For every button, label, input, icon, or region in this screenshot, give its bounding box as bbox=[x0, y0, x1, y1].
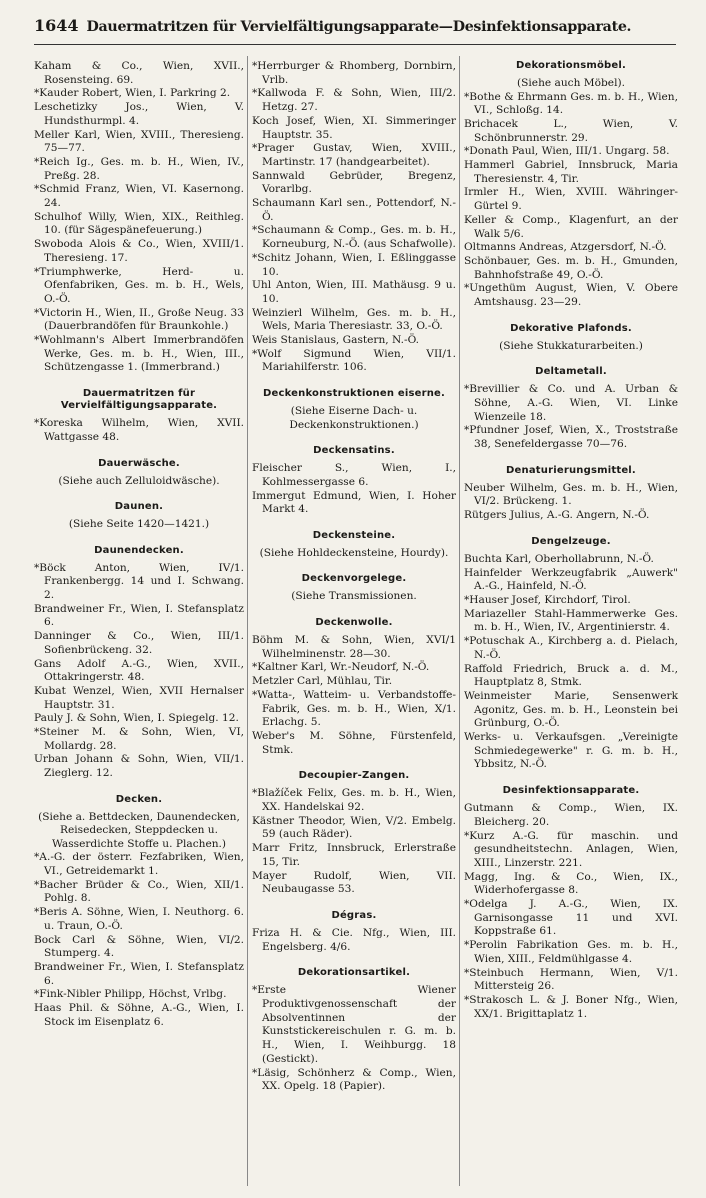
column-divider bbox=[459, 56, 460, 1186]
section-heading: Deckenvorgelege. bbox=[301, 573, 407, 585]
section-heading: Deckenkonstruktionen eiserne. bbox=[262, 388, 446, 400]
directory-entry: *Schitz Johann, Wien, I. Eßlinggasse 10. bbox=[252, 251, 456, 278]
page-number: 1644 bbox=[34, 16, 79, 35]
directory-entry: Werks- u. Verkaufsgen. „Vereinigte Schmiedegewerke" r. G. m. b. H., Ybbsitz, N.-Ö. bbox=[464, 731, 678, 771]
cross-reference-note: (Siehe Eiserne Dach- u. Deckenkonstruktionen.) bbox=[289, 405, 419, 431]
directory-entry: Immergut Edmund, Wien, I. Hoher Markt 4. bbox=[252, 489, 456, 516]
directory-entry: Mariazeller Stahl-Hammerwerke Ges. m. b. H., Wien, IV., Argentinierstr. 4. bbox=[464, 607, 678, 634]
directory-entry: Gutmann & Comp., Wien, IX. Bleicherg. 20. bbox=[464, 802, 678, 828]
directory-entry: Leschetizky Jos., Wien, V. Hundsthurmpl. 4. bbox=[34, 101, 244, 127]
directory-entry: Fleischer S., Wien, I., Kohlmessergasse 6. bbox=[252, 462, 456, 488]
directory-entry: *Bacher Brüder & Co., Wien, XII/1. Pohlg. 8. bbox=[34, 878, 244, 905]
column-3 bbox=[464, 60, 678, 1021]
section-heading: Dauermatritzen für Vervielfältigungsapparate. bbox=[60, 388, 218, 412]
section-heading: Dégras. bbox=[331, 909, 377, 921]
cross-reference-note: (Siehe Seite 1420—1421.) bbox=[68, 518, 210, 531]
directory-entry: Neuber Wilhelm, Ges. m. b. H., Wien, VI/2. Brückeng. 1. bbox=[464, 481, 678, 508]
section-heading: Dekorationsartikel. bbox=[297, 967, 411, 979]
running-title: Dauermatritzen für Vervielfältigungsapparate—Desinfektionsapparate. bbox=[86, 19, 632, 35]
directory-entry: *Wohlmann's Albert Immerbrandöfen Werke, Ges. m. b. H., Wien, III., Schützengasse 1. (Immerbrand.) bbox=[34, 334, 244, 374]
section-heading: Decoupier-Zangen. bbox=[298, 770, 410, 782]
cross-reference-note: (Siehe auch Zelluloidwäsche). bbox=[58, 474, 220, 487]
directory-entry: *Brevillier & Co. und A. Urban & Söhne, A.-G. Wien, VI. Linke Wienzeile 18. bbox=[464, 383, 678, 423]
directory-entry: *Koreska Wilhelm, Wien, XVII. Wattgasse 48. bbox=[34, 417, 244, 443]
directory-entry: Schulhof Willy, Wien, XIX., Reithleg. 10. (für Sägespänefeuerung.) bbox=[34, 210, 244, 237]
directory-entry: Raffold Friedrich, Bruck a. d. M., Hauptplatz 8, Stmk. bbox=[464, 662, 678, 689]
directory-entry: Metzler Carl, Mühlau, Tir. bbox=[252, 675, 393, 688]
directory-entry: Bock Carl & Söhne, Wien, VI/2. Stumperg. 4. bbox=[34, 933, 244, 960]
directory-entry: Keller & Comp., Klagenfurt, an der Walk 5/6. bbox=[464, 213, 678, 240]
directory-entry: *Böck Anton, Wien, IV/1. Frankenbergg. 14 und I. Schwang. 2. bbox=[34, 561, 244, 601]
directory-entry: *A.-G. der österr. Fezfabriken, Wien, VI., Getreidemarkt 1. bbox=[34, 851, 244, 878]
directory-entry: Urban Johann & Sohn, Wien, VII/1. Zieglerg. 12. bbox=[34, 753, 244, 780]
directory-entry: Hammerl Gabriel, Innsbruck, Maria Theresienstr. 4, Tir. bbox=[464, 159, 678, 185]
column-divider bbox=[247, 56, 248, 1186]
section-heading: Dekorationsmöbel. bbox=[515, 60, 627, 71]
directory-entry: *Pfundner Josef, Wien, X., Troststraße 38, Senefeldergasse 70—76. bbox=[464, 424, 678, 451]
directory-entry: Swoboda Alois & Co., Wien, XVIII/1. Theresieng. 17. bbox=[34, 238, 244, 264]
directory-entry: *Beris A. Söhne, Wien, I. Neuthorg. 6. u. Traun, O.-Ö. bbox=[34, 906, 244, 932]
section-heading: Deckenwolle. bbox=[315, 616, 393, 628]
directory-entry: Magg, Ing. & Co., Wien, IX., Widerhofergasse 8. bbox=[464, 870, 678, 897]
directory-entry: Kaham & Co., Wien, XVII., Rosensteing. 69. bbox=[34, 60, 244, 86]
directory-entry: Marr Fritz, Innsbruck, Erlerstraße 15, Tir. bbox=[252, 842, 456, 868]
section-heading: Decken. bbox=[115, 793, 163, 805]
directory-entry: *Blažíček Felix, Ges. m. b. H., Wien, XX. Handelskai 92. bbox=[252, 787, 456, 814]
directory-entry: Meller Karl, Wien, XVIII., Theresieng. 75—77. bbox=[34, 128, 244, 155]
section-heading: Dauerwäsche. bbox=[98, 457, 180, 469]
section-heading: Denaturierungsmittel. bbox=[506, 464, 636, 476]
section-heading: Deckensteine. bbox=[312, 529, 396, 541]
directory-entry: *Strakosch L. & J. Boner Nfg., Wien, XX/1. Brigittaplatz 1. bbox=[464, 993, 678, 1020]
directory-entry: Brichacek L., Wien, V. Schönbrunnerstr. 29. bbox=[464, 117, 678, 144]
directory-entry: *Potuschak A., Kirchberg a. d. Pielach, N.-Ö. bbox=[464, 635, 678, 661]
directory-entry: *Kurz A.-G. für maschin. und gesundheitstechn. Anlagen, Wien, XIII., Linzerstr. 221. bbox=[464, 829, 678, 869]
directory-entry: Schaumann Karl sen., Pottendorf, N.-Ö. bbox=[252, 197, 456, 223]
directory-entry: *Kallwoda F. & Sohn, Wien, III/2. Hetzg. 27. bbox=[252, 87, 456, 114]
directory-entry: *Kauder Robert, Wien, I. Parkring 2. bbox=[34, 87, 231, 100]
directory-entry: *Victorin H., Wien, II., Große Neug. 33 (Dauerbrandöfen für Braunkohle.) bbox=[34, 306, 244, 333]
column-2 bbox=[252, 60, 456, 1094]
directory-entry: Mayer Rudolf, Wien, VII. Neubaugasse 53. bbox=[252, 869, 456, 896]
directory-entry: Pauly J. & Sohn, Wien, I. Spiegelg. 12. bbox=[34, 712, 239, 725]
directory-entry: Weber's M. Söhne, Fürstenfeld, Stmk. bbox=[252, 729, 456, 756]
directory-entry: *Fink-Nibler Philipp, Höchst, Vrlbg. bbox=[34, 988, 227, 1001]
directory-entry: Irmler H., Wien, XVIII. Währinger-Gürtel 9. bbox=[464, 186, 678, 213]
directory-entry: *Hauser Josef, Kirchdorf, Tirol. bbox=[464, 593, 631, 606]
directory-entry: *Herrburger & Rhomberg, Dornbirn, Vrlb. bbox=[252, 60, 456, 86]
directory-entry: *Steiner M. & Sohn, Wien, VI, Mollardg. 28. bbox=[34, 726, 244, 752]
directory-entry: *Bothe & Ehrmann Ges. m. b. H., Wien, VI., Schloßg. 14. bbox=[464, 90, 678, 117]
directory-entry: *Reich Ig., Ges. m. b. H., Wien, IV., Preßg. 28. bbox=[34, 155, 244, 182]
section-heading: Desinfektionsapparate. bbox=[502, 785, 640, 797]
section-heading: Deckensatins. bbox=[313, 445, 395, 457]
directory-entry: Brandweiner Fr., Wien, I. Stefansplatz 6. bbox=[34, 960, 244, 987]
directory-entry: *Kaltner Karl, Wr.-Neudorf, N.-Ö. bbox=[252, 661, 430, 674]
directory-entry: Rütgers Julius, A.-G. Angern, N.-Ö. bbox=[464, 509, 650, 522]
directory-entry: Weinmeister Marie, Sensenwerk Agonitz, Ges. m. b. H., Leonstein bei Grünburg, O.-Ö. bbox=[464, 689, 678, 730]
directory-entry: *Watta-, Watteim- u. Verbandstoffe-Fabrik, Ges. m. b. H., Wien, X/1. Erlachg. 5. bbox=[252, 688, 456, 729]
directory-entry: Uhl Anton, Wien, III. Mathäusg. 9 u. 10. bbox=[252, 279, 456, 305]
section-heading: Daunen. bbox=[114, 501, 164, 513]
cross-reference-note: (Siehe auch Möbel). bbox=[517, 77, 625, 89]
directory-entry: *Perolin Fabrikation Ges. m. b. H., Wien, XIII., Feldmühlgasse 4. bbox=[464, 939, 678, 965]
directory-entry: Oltmanns Andreas, Atzgersdorf, N.-Ö. bbox=[464, 241, 667, 254]
directory-entry: Böhm M. & Sohn, Wien, XVI/1 Wilhelminenstr. 28—30. bbox=[252, 633, 456, 660]
directory-entry: Haas Phil. & Söhne, A.-G., Wien, I. Stock im Eisenplatz 6. bbox=[34, 1002, 244, 1028]
directory-entry: Weis Stanislaus, Gastern, N.-Ö. bbox=[252, 334, 419, 347]
directory-entry: Hainfelder Werkzeugfabrik „Auwerk" A.-G., Hainfeld, N.-Ö. bbox=[464, 566, 678, 593]
cross-reference-note: (Siehe Transmissionen. bbox=[291, 590, 417, 603]
directory-entry: Danninger & Co., Wien, III/1. Sofienbrückeng. 32. bbox=[34, 630, 244, 656]
directory-entry: Brandweiner Fr., Wien, I. Stefansplatz 6. bbox=[34, 602, 244, 629]
section-heading: Daunendecken. bbox=[94, 544, 184, 556]
directory-entry: Kubat Wenzel, Wien, XVII Hernalser Hauptstr. 31. bbox=[34, 684, 244, 711]
directory-entry: *Schaumann & Comp., Ges. m. b. H., Korneuburg, N.-Ö. (aus Schafwolle). bbox=[252, 224, 456, 251]
directory-entry: Kästner Theodor, Wien, V/2. Embelg. 59 (auch Räder). bbox=[252, 814, 456, 841]
section-heading: Dengelzeuge. bbox=[531, 535, 611, 547]
directory-entry: *Odelga J. A.-G., Wien, IX. Garnisongasse 11 und XVI. Koppstraße 61. bbox=[464, 898, 678, 938]
cross-reference-note: (Siehe a. Bettdecken, Daunendecken, Reisedecken, Steppdecken u. Wasserdichte Stoffe u. Plachen.) bbox=[38, 810, 240, 850]
directory-entry: Sannwald Gebrüder, Bregenz, Vorarlbg. bbox=[252, 169, 456, 196]
cross-reference-note: (Siehe Stukkaturarbeiten.) bbox=[499, 339, 643, 352]
cross-reference-note: (Siehe Hohldeckensteine, Hourdy). bbox=[259, 546, 449, 559]
directory-entry: Friza H. & Cie. Nfg., Wien, III. Engelsberg. 4/6. bbox=[252, 926, 456, 953]
column-1 bbox=[34, 60, 244, 1029]
directory-entry: *Erste Wiener Produktivgenossenschaft der Absolventinnen der Kunststickereischulen r. G. m. b. H., Wien, I. Weihburgg. 18 (Gestickt). bbox=[252, 984, 456, 1065]
directory-entry: *Wolf Sigmund Wien, VII/1. Mariahilferstr. 106. bbox=[252, 347, 456, 374]
directory-entry: Koch Josef, Wien, XI. Simmeringer Hauptstr. 35. bbox=[252, 114, 456, 141]
directory-entry: *Steinbuch Hermann, Wien, V/1. Mittersteig 26. bbox=[464, 966, 678, 993]
page-header bbox=[34, 16, 676, 40]
directory-entry: *Läsig, Schönherz & Comp., Wien, XX. Opelg. 18 (Papier). bbox=[252, 1066, 456, 1093]
directory-entry: *Prager Gustav, Wien, XVIII., Martinstr. 17 (handgearbeitet). bbox=[252, 142, 456, 168]
directory-entry: Weinzierl Wilhelm, Ges. m. b. H., Wels, Maria Theresiastr. 33, O.-Ö. bbox=[252, 306, 456, 333]
header-rule bbox=[34, 44, 676, 45]
directory-entry: Schönbauer, Ges. m. b. H., Gmunden, Bahnhofstraße 49, O.-Ö. bbox=[464, 254, 678, 281]
directory-entry: *Triumphwerke, Herd- u. Ofenfabriken, Ges. m. b. H., Wels, O.-Ö. bbox=[34, 265, 244, 305]
section-heading: Dekorative Plafonds. bbox=[510, 322, 632, 334]
section-heading: Deltametall. bbox=[535, 366, 607, 378]
directory-entry: *Donath Paul, Wien, III/1. Ungarg. 58. bbox=[464, 145, 670, 158]
directory-entry: *Schmid Franz, Wien, VI. Kasernong. 24. bbox=[34, 183, 244, 210]
directory-entry: Gans Adolf A.-G., Wien, XVII., Ottakringerstr. 48. bbox=[34, 657, 244, 684]
directory-entry: *Ungethüm August, Wien, V. Obere Amtshausg. 23—29. bbox=[464, 282, 678, 309]
directory-entry: Buchta Karl, Oberhollabrunn, N.-Ö. bbox=[464, 552, 654, 565]
